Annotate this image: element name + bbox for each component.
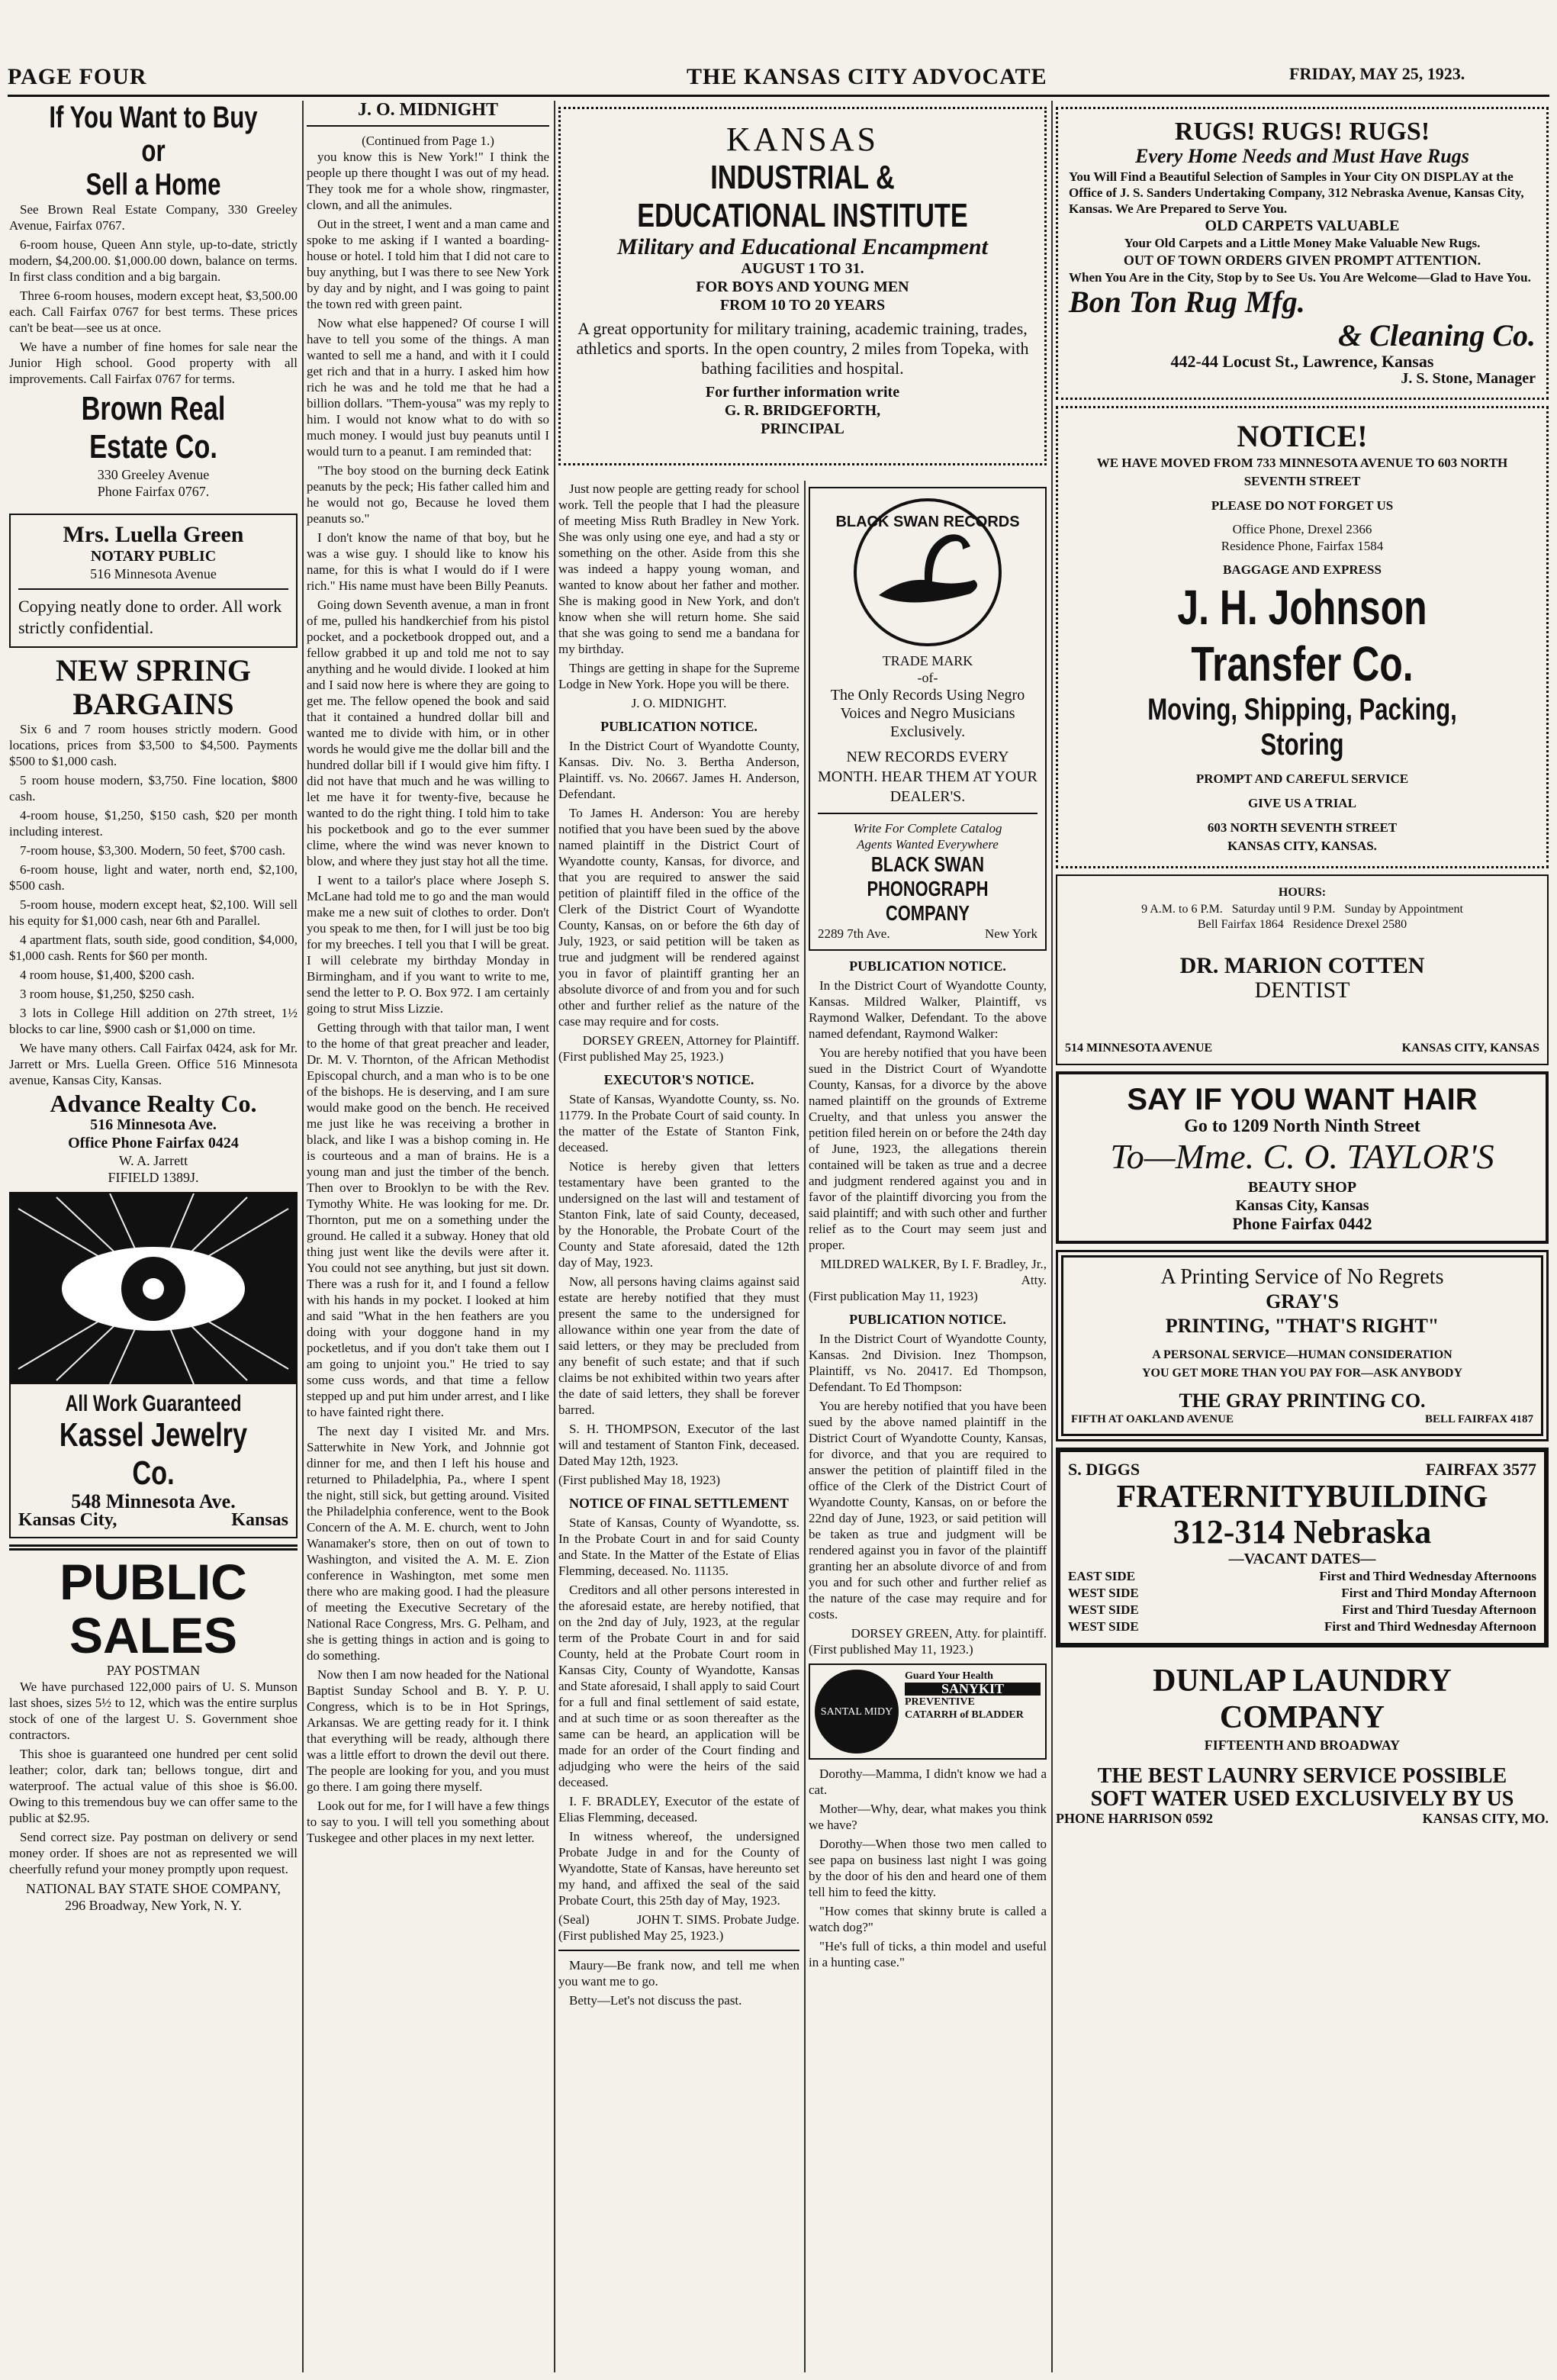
notice-published: (First published May 11, 1923.) bbox=[809, 1642, 973, 1657]
joke-line: Dorothy—Mamma, I didn't know we had a cat. bbox=[809, 1766, 1047, 1797]
rugs-para: Your Old Carpets and a Little Money Make Valuable New Rugs. bbox=[1124, 236, 1481, 250]
hair-shop: BEAUTY SHOP bbox=[1247, 1179, 1357, 1196]
rugs-para: You Will Find a Beautiful Selection of Samples in Your City ON DISPLAY at the Office of J. S. Sanders Undertaking Company, 312 Nebraska Avenue, Kansas City, Kansas. We Are Prepared to Serve You. bbox=[1069, 169, 1524, 216]
catarrh: CATARRH of BLADDER bbox=[905, 1709, 1024, 1721]
swan-city: New York bbox=[985, 926, 1037, 941]
hair-name: To—Mme. C. O. TAYLOR'S bbox=[1110, 1137, 1494, 1176]
frat-when: First and Third Wednesday Afternoon bbox=[1324, 1619, 1536, 1634]
notice-published: (First published May 18, 1923) bbox=[558, 1473, 721, 1487]
column-3 bbox=[558, 481, 799, 2372]
rugs-company-1: Bon Ton Rug Mfg. bbox=[1069, 285, 1305, 319]
notice-heading: PUBLICATION NOTICE. bbox=[849, 958, 1006, 974]
institute-desc: A great opportunity for military training, academic training, trades, athletics and sports. In the open country, 2 miles from Topeka, with bathing facilities and hospital. bbox=[576, 319, 1029, 378]
notice-para: You are hereby notified that you have been sued in the District Court of Wyandotte County, Kansas, for a divorce by the above named plaintiff on the grounds of Extreme Cruelty, and that unless you answer the petition filed herein on or before the 24th day of June, 1923, the allegations therein contained will be taken as true and a decree and judgment rendered against you and in favor of the plaintiff divorcing you from the said plaintiff; and with such other and further relief as to the Court may seem just and proper. bbox=[809, 1045, 1047, 1252]
print-address: FIFTH AT OAKLAND AVENUE bbox=[1071, 1413, 1234, 1425]
kassel-jewelry-ad bbox=[9, 1192, 298, 1538]
kansas: KANSAS bbox=[725, 121, 880, 158]
kassel-address: 548 Minnesota Ave. bbox=[71, 1490, 236, 1512]
swan-desc: The Only Records Using Negro Voices and Negro Musicians Exclusively. bbox=[830, 687, 1025, 740]
swan-label: BLACK SWAN RECORDS bbox=[835, 514, 1020, 530]
column-rule bbox=[554, 101, 555, 2372]
hair-heading: SAY IF YOU WANT HAIR bbox=[1127, 1083, 1478, 1116]
johnson-city: KANSAS CITY, KANSAS. bbox=[1227, 839, 1377, 853]
notice-heading: NOTICE OF FINAL SETTLEMENT bbox=[569, 1496, 789, 1511]
rugs-heading: RUGS! RUGS! RUGS! bbox=[1174, 118, 1430, 146]
spring-para: 4-room house, $1,250, $150 cash, $20 per month including interest. bbox=[9, 808, 298, 839]
dunlap-city: KANSAS CITY, MO. bbox=[1422, 1811, 1549, 1826]
dunlap-best: THE BEST LAUNRY SERVICE POSSIBLE bbox=[1097, 1764, 1507, 1788]
rugs-ad bbox=[1056, 107, 1549, 400]
notary-ad bbox=[9, 514, 298, 648]
advance-phone: Office Phone Fairfax 0424 bbox=[68, 1135, 239, 1151]
frat-phone: FAIRFAX 3577 bbox=[1425, 1460, 1536, 1479]
notice-baggage: BAGGAGE AND EXPRESS bbox=[1223, 562, 1382, 577]
joke-line: Dorothy—When those two men called to see papa on business last night I was going by the door of his den and heard one of them tell him to feed the kitty. bbox=[809, 1837, 1047, 1899]
santal-sanykit-ad bbox=[809, 1663, 1047, 1760]
column-rule bbox=[804, 481, 806, 2372]
spring-para: We have many others. Call Fairfax 0424, ask for Mr. Jarrett or Mrs. Luella Green. Office 516 Minnesota avenue, Kansas City, Kansas. bbox=[9, 1041, 298, 1087]
dentist-name: DR. MARION COTTEN bbox=[1179, 953, 1425, 978]
trademark: TRADE MARK bbox=[882, 653, 973, 668]
column-4 bbox=[809, 481, 1047, 2372]
swan-catalog: Write For Complete Catalog bbox=[853, 821, 1002, 836]
notice-office: Office Phone, Drexel 2366 bbox=[1232, 522, 1372, 536]
dunlap-name-2: COMPANY bbox=[1219, 1700, 1385, 1735]
story-para: Getting through with that tailor man, I went to the home of that great preacher and leader, Dr. M. V. Thornton, of the African Methodist Episcopal church, and a man who is to be one of the bishops. He is deserving, and I am sure would make good on the bench. He received me just like he was receiving a brother in black, and like I was a bishop coming in. He is courteous and a man of brains. He is a young man and just the timber of the bench. Then over to Brooklyn to be with the Rev. Tymothy White. He was looking for me. Dr. Thornton, put me on a something under the ground. He called it a subway. Honey that old thing just went like the devils were after it. You could not see anything, but just sit down. There was a rush for it, and I found a fellow with his hands in my pocket. I looked at him and said "What in the hen feathers are you doing with your doggone hand in my pocketletus, and if you don't take them out I am going to unjoint you." He tried to say some cuss words, and that time a fellow stepped up and put him under arrest, and I like to have fainted right there. bbox=[307, 1020, 549, 1419]
institute-for: FOR BOYS AND YOUNG MEN bbox=[696, 279, 909, 295]
column-2 bbox=[307, 101, 549, 2372]
home-para: 6-room house, Queen Ann style, up-to-date, strictly modern, $4,200.00. $1,000.00 down, balance on terms. In first class condition and a big bargain. bbox=[9, 237, 298, 284]
brown-real-estate-ad bbox=[9, 101, 298, 500]
notice-para: Notice is hereby given that letters testamentary have been granted to the undersigned on the last will and testament of Stanton Fink, late of said County, deceased, by the Honorable, the Probate Court of the County and State aforesaid, dated the 12th day of May, 1923. bbox=[558, 1159, 799, 1270]
green-name: Mrs. Luella Green bbox=[63, 522, 244, 547]
institute-ad-area bbox=[558, 101, 1047, 475]
advance-address: 516 Minnesota Ave. bbox=[90, 1116, 217, 1133]
kassel-city: Kansas City, bbox=[18, 1510, 117, 1530]
story-para: you know this is New York!" I think the people up there thought I was out of my head. They took me for a whole show, ringmaster, clown, and all the animules. bbox=[307, 150, 549, 212]
page-number: PAGE FOUR bbox=[8, 64, 147, 89]
column-rule bbox=[302, 101, 304, 2372]
rugs-manager: J. S. Stone, Manager bbox=[1401, 370, 1536, 387]
dentist-ad bbox=[1056, 874, 1549, 1065]
spring-para: 4 room house, $1,400, $200 cash. bbox=[20, 968, 195, 982]
dunlap-phone: PHONE HARRISON 0592 bbox=[1056, 1811, 1214, 1826]
institute-dates: AUGUST 1 TO 31. bbox=[741, 260, 864, 277]
joke-line: Mother—Why, dear, what makes you think we have? bbox=[809, 1802, 1047, 1832]
kassel-guarantee: All Work Guaranteed bbox=[65, 1391, 242, 1416]
story-para: I don't know the name of that boy, but he was a wise guy. I should like to know his name, for this is what I would do if I were rich." His name must have been Billy Peanuts. bbox=[307, 530, 549, 593]
column-1 bbox=[9, 101, 298, 2372]
spring-bargains-ad bbox=[9, 654, 298, 1186]
story-para: Out in the street, I went and a man came and spoke to me asking if I wanted a boarding-house or hotel. I told him that I did not care to buy anything, but I was there to see New York by day and by night, and I was going to paint the town red with green paint. bbox=[307, 217, 549, 311]
swan-company: BLACK SWAN PHONOGRAPH COMPANY bbox=[867, 852, 989, 925]
rugs-old: OLD CARPETS VALUABLE bbox=[1205, 217, 1400, 234]
johnson-trial: GIVE US A TRIAL bbox=[1248, 796, 1356, 810]
notice-para: To James H. Anderson: You are hereby notified that you have been sued by the above named plaintiff in the District Court of Wyandotte county, Kansas, for divorce, and that you are required to answer the said petition of plaintiff filed in the office of the Clerk of the District Court of Wyandotte County, Kansas, on or before the 6th day of July, 1923, or said petition will be taken as true and judgment will be rendered against you in favor of plaintiff granting her an absolute divorce of and from you and for such other and further relief as the nature of the case may require and for costs. bbox=[558, 806, 799, 1029]
advance-fifield: FIFIELD 1389J. bbox=[108, 1170, 199, 1185]
story-poem: "The boy stood on the burning deck Eatink peanuts by the peck; His father called him and he would not go, Because he loved them peanuts so." bbox=[307, 463, 549, 526]
sanykit: SANYKIT bbox=[905, 1683, 1041, 1696]
print-right: PRINTING, "THAT'S RIGHT" bbox=[1165, 1315, 1440, 1337]
column-rule bbox=[1051, 101, 1053, 2372]
masthead-rule bbox=[8, 95, 1549, 97]
story-para: Now what else happened? Of course I will have to tell you some of the things. A man wanted to sell me a hand, and with it I could get rich and that in a hurry. I asked him how rich he was and he told me that he had a billion dollars. "Them-yousa" was my reply to him. I would not know what to do with so much money. I would just buy peanuts until I would turn to a peanut. I am reminded that: bbox=[307, 316, 549, 459]
home-para: We have a number of fine homes for sale near the Junior High school. Good property with all improvements. Call Fairfax 0767 for terms. bbox=[9, 340, 298, 386]
swan-address: 2289 7th Ave. bbox=[818, 926, 890, 941]
santal-midy: SANTAL MIDY bbox=[815, 1670, 899, 1754]
print-personal: A PERSONAL SERVICE—HUMAN CONSIDERATION bbox=[1152, 1348, 1452, 1361]
notice-para: In the District Court of Wyandotte County, Kansas. 2nd Division. Inez Thompson, Plaintiff, vs No. 20417. Ed Thompson, Defendant. To Ed Thompson: bbox=[809, 1332, 1047, 1394]
notice-para: In witness whereof, the undersigned Probate Judge in and for the County of Wyandotte, State of Kansas, have hereunto set my hand, and affixed the seal of the said Probate Court, this 25th day of May, 1923. bbox=[558, 1829, 799, 1908]
guard-health: Guard Your Health bbox=[905, 1670, 993, 1682]
preventive: PREVENTIVE bbox=[905, 1696, 975, 1708]
frat-side: WEST SIDE bbox=[1068, 1619, 1139, 1634]
joke-line: Betty—Let's not discuss the past. bbox=[569, 1993, 742, 2008]
institute-principal-role: PRINCIPAL bbox=[761, 420, 844, 437]
frat-when: First and Third Tuesday Afternoon bbox=[1342, 1602, 1536, 1617]
notice-published: (First published May 25, 1923.) bbox=[558, 1049, 724, 1064]
notice-para: In the District Court of Wyandotte County, Kansas. Mildred Walker, Plaintiff, vs Raymond Walker, Defendant. To the above named defendant, Raymond Walker: bbox=[809, 978, 1047, 1041]
black-swan-ad bbox=[809, 487, 1047, 951]
notice-banner: NOTICE! bbox=[1237, 419, 1368, 453]
advance-name: Advance Realty Co. bbox=[50, 1090, 257, 1117]
frat-side: WEST SIDE bbox=[1068, 1602, 1139, 1617]
spring-para: 3 room house, $1,250, $250 cash. bbox=[20, 987, 195, 1001]
notice-forget: PLEASE DO NOT FORGET US bbox=[1211, 498, 1394, 513]
joke-line: Maury—Be frank now, and tell me when you want me to go. bbox=[558, 1958, 799, 1989]
print-get: YOU GET MORE THAN YOU PAY FOR—ASK ANYBODY bbox=[1141, 1367, 1463, 1380]
joke-line: "He's full of ticks, a thin model and useful in a hunting case." bbox=[809, 1939, 1047, 1969]
institute-ages: FROM 10 TO 20 YEARS bbox=[719, 297, 886, 314]
home-heading-1: If You Want to Buy or bbox=[49, 101, 258, 168]
story-para: Going down Seventh avenue, a man in front of me, pulled his handkerchief from his pistol pocket, and a pocketbook dropped out, and a fellow grabbed it up and told me not to say anything and he would divide. I looked at him and I said now here is where they are going to get me. The fellow opened the book and said that it contained a hundred dollar bill and wanted me to divide with him, or in other words he would give me the dollar bill and the hundred dollar bill if I would give him fifty. I did not have that much and he was willing to let me have it for twenty-five, because he wanted to do the right thing. I told him to take his pocketbook and go to the ever summer clime, where the wind was never known to blow, and where they just stay hot all the time. bbox=[307, 597, 549, 868]
dentist-address: 514 MINNESOTA AVENUE bbox=[1065, 1042, 1213, 1055]
spring-para: 7-room house, $3,300. Modern, 50 feet, $700 cash. bbox=[20, 843, 285, 858]
masthead bbox=[0, 0, 1557, 99]
notice-heading: PUBLICATION NOTICE. bbox=[600, 719, 758, 734]
hours-phones: Bell Fairfax 1864 Residence Drexel 2580 bbox=[1197, 918, 1407, 931]
sales-company: NATIONAL BAY STATE SHOE COMPANY, bbox=[25, 1881, 281, 1896]
spring-heading-1: NEW SPRING bbox=[56, 653, 251, 688]
rugs-company-2: & Cleaning Co. bbox=[1338, 318, 1536, 353]
rugs-para: When You Are in the City, Stop by to See Us. You Are Welcome—Glad to Have You. bbox=[1069, 270, 1531, 285]
notice-para: State of Kansas, Wyandotte County, ss. No. 11779. In the Probate Court of said county. In the matter of the Estate of Stanton Fink, deceased. bbox=[558, 1092, 799, 1155]
public-heading: PUBLIC bbox=[60, 1554, 247, 1610]
spring-para: 6-room house, light and water, north end, $2,100, $500 cash. bbox=[9, 862, 298, 893]
notice-heading: PUBLICATION NOTICE. bbox=[849, 1312, 1006, 1327]
continued-note: (Continued from Page 1.) bbox=[362, 134, 494, 148]
rugs-out-of-town: OUT OF TOWN ORDERS GIVEN PROMPT ATTENTION. bbox=[1123, 253, 1481, 268]
issue-date: FRIDAY, MAY 25, 1923. bbox=[1289, 64, 1465, 83]
sales-address: 296 Broadway, New York, N. Y. bbox=[65, 1898, 242, 1913]
dunlap-laundry-ad bbox=[1056, 1663, 1549, 1827]
notice-para: State of Kansas, County of Wyandotte, ss. In the Probate Court in and for said County and State. In the Matter of the Estate of Elias Flemming, deceased. No. 11135. bbox=[558, 1515, 799, 1578]
midnight-para: Things are getting in shape for the Supreme Lodge in New York. Hope you will be there. bbox=[558, 661, 799, 691]
frat-vacant: —VACANT DATES— bbox=[1228, 1551, 1376, 1567]
rugs-subheading: Every Home Needs and Must Have Rugs bbox=[1135, 145, 1469, 167]
frat-address: 312-314 Nebraska bbox=[1173, 1513, 1432, 1551]
beauty-shop-ad bbox=[1056, 1071, 1549, 1244]
institute-ad bbox=[558, 107, 1047, 465]
swan-agents: Agents Wanted Everywhere bbox=[857, 837, 999, 852]
dunlap-name-1: DUNLAP LAUNDRY bbox=[1153, 1663, 1452, 1699]
frat-dates bbox=[1068, 1568, 1536, 1635]
hours-text: 9 A.M. to 6 P.M. Saturday until 9 P.M. Sunday by Appointment bbox=[1141, 903, 1463, 916]
spring-para: 3 lots in College Hill addition on 27th street, 1½ blocks to car line, $900 cash or $1,000 on time. bbox=[9, 1006, 298, 1036]
eye-icon bbox=[11, 1193, 296, 1384]
sales-para: We have purchased 122,000 pairs of U. S. Munson last shoes, sizes 5½ to 12, which was the entire surplus stock of one of the largest U. S. Government shoe contractors. bbox=[9, 1680, 298, 1742]
midnight-signature: J. O. MIDNIGHT. bbox=[631, 696, 727, 710]
brown-name: Brown Real Estate Co. bbox=[81, 390, 226, 465]
notice-signature: S. H. THOMPSON, Executor of the last will and testament of Stanton Fink, deceased. Dated May 12th, 1923. bbox=[558, 1422, 799, 1468]
kassel-name: Kassel Jewelry Co. bbox=[59, 1416, 248, 1492]
notice-published: (First publication May 11, 1923) bbox=[809, 1289, 978, 1303]
spring-para: 4 apartment flats, south side, good condition, $4,000, $1,000 cash. Rents for $60 per month. bbox=[9, 932, 298, 963]
notice-judge: JOHN T. SIMS. Probate Judge. bbox=[636, 1912, 799, 1927]
hair-city: Kansas City, Kansas bbox=[1235, 1197, 1369, 1214]
rugs-address: 442-44 Locust St., Lawrence, Kansas bbox=[1170, 352, 1434, 371]
gray-printing-ad bbox=[1056, 1250, 1549, 1441]
fraternity-building-ad bbox=[1056, 1448, 1549, 1647]
paper-title: THE KANSAS CITY ADVOCATE bbox=[687, 64, 1047, 89]
home-see: See Brown Real Estate Company, 330 Greeley Avenue, Fairfax 0767. bbox=[9, 202, 298, 233]
johnson-name: J. H. Johnson Transfer Co. bbox=[1177, 580, 1427, 691]
notice-para: Now, all persons having claims against said estate are hereby notified that they must present the same to the undersigned for allowance within one year from the date of said letters, or they may be precluded from any benefit of such estate; and that if such claims be not exhibited within two years after the date of said letters, they shall be forever barred. bbox=[558, 1274, 799, 1417]
green-text: Copying neatly done to order. All work strictly confidential. bbox=[18, 597, 282, 637]
story-para: Look out for me, for I will have a few things to say to you. I will tell you something about Tuskegee and other places in my next letter. bbox=[307, 1799, 549, 1845]
sales-para: Send correct size. Pay postman on delivery or send money order. If shoes are not as represented we will cheerfully refund your money promptly upon request. bbox=[9, 1830, 298, 1876]
spring-para: 5 room house modern, $3,750. Fine location, $800 cash. bbox=[9, 773, 298, 804]
hair-go: Go to 1209 North Ninth Street bbox=[1184, 1116, 1420, 1136]
story-para: I went to a tailor's place where Joseph S. McLane had told me to go and the man would make me a new suit of clothes to order. Don't you speak to me then, for I will just be too big for my breeches. I tell you that I will be great. I will celebrate my birthday Monday in Birmingham, and if you want to write to me, send the letter to P. O. Box 972. I am certainly going to strut Miss Lizzie. bbox=[307, 873, 549, 1016]
pay-postman: PAY POSTMAN bbox=[106, 1663, 201, 1678]
green-address: 516 Minnesota Avenue bbox=[90, 566, 217, 581]
notice-moved: WE HAVE MOVED FROM 733 MINNESOTA AVENUE TO 603 NORTH SEVENTH STREET bbox=[1096, 456, 1508, 488]
frat-date-row bbox=[1068, 1568, 1536, 1585]
black-swan-logo-icon bbox=[818, 496, 1037, 649]
home-heading-2: Sell a Home bbox=[85, 168, 221, 201]
hair-phone: Phone Fairfax 0442 bbox=[1232, 1214, 1372, 1233]
advance-person: W. A. Jarrett bbox=[118, 1153, 188, 1168]
print-heading: A Printing Service of No Regrets bbox=[1160, 1265, 1444, 1289]
print-company: THE GRAY PRINTING CO. bbox=[1179, 1390, 1426, 1412]
home-para: Three 6-room houses, modern except heat, $3,500.00 each. Call Fairfax 0767 for best terms. These prices can't be beat—see us at once. bbox=[9, 288, 298, 335]
dentist-city: KANSAS CITY, KANSAS bbox=[1401, 1042, 1539, 1055]
sales-para: This shoe is guaranteed one hundred per cent solid leather; color, dark tan; bellows tongue, dirt and waterproof. The actual value of this shoe is $6.00. Owing to this tremendous buy we can offer same to the public at $2.95. bbox=[9, 1747, 298, 1825]
notice-para: Creditors and all other persons interested in the aforesaid estate, are hereby notified, that on the 2nd day of July, 1923, at the regular term of the Probate Court in and for said County, held at the Probate Court room in Kansas City, County of Wyandotte, Kansas and State aforesaid, I shall apply to said Court for a full and final settlement of said estate, and at such time or as soon thereafter as the same can be heard, an application will be made for an order of the Court finding and adjudging who were the heirs of the said deceased. bbox=[558, 1583, 799, 1789]
frat-when: First and Third Monday Afternoon bbox=[1341, 1586, 1536, 1600]
frat-side: WEST SIDE bbox=[1068, 1586, 1139, 1600]
green-title: NOTARY PUBLIC bbox=[90, 548, 217, 565]
midnight-title: J. O. MIDNIGHT bbox=[357, 101, 498, 120]
notice-published: (First published May 25, 1923.) bbox=[558, 1928, 724, 1943]
story-para: The next day I visited Mr. and Mrs. Satterwhite in New York, and Johnnie got dinner for me, and then I left his house and returned to Philadelphia, Pa., where I spent the night, still sick, but getting around. Visited the Philadelphia conference, went to the Book Concern of the A. M. E. church, went to John Wanamaker's store, then on out of town to Washington, and visited the A. M. E. Zion conference in Washington, met some men there who are making good. I had the pleasure of meeting the Executive Secretary of the National Race Congress, Mrs. G. Pelham, and she is getting things in action and is going to do something. bbox=[307, 1424, 549, 1663]
dunlap-address: FIFTEENTH AND BROADWAY bbox=[1204, 1737, 1401, 1753]
notice-signature: DORSEY GREEN, Attorney for Plaintiff. bbox=[582, 1033, 799, 1048]
brown-address: 330 Greeley Avenue bbox=[97, 467, 210, 482]
public-sales-ad bbox=[9, 1544, 298, 1914]
trademark-of: -of- bbox=[917, 670, 938, 685]
midnight-para: Just now people are getting ready for school work. Tell the people that I had the pleasure of meeting Miss Ruth Bradley in New York. She was only using one eye, and had a sty or something on the other. Aside from this she was indeed a happy young woman, and wanted to know about her father and mother. She is making good in New York, and don't know when she will return home. She said that she was going to send me a bandana for my birthday. bbox=[558, 481, 799, 656]
frat-date-row bbox=[1068, 1602, 1536, 1618]
johnson-address: 603 NORTH SEVENTH STREET bbox=[1207, 820, 1398, 835]
spring-heading-2: BARGAINS bbox=[72, 687, 234, 721]
spring-para: 5-room house, modern except heat, $2,100. Will sell his equity for $1,000 cash, near 6th and Parallel. bbox=[9, 897, 298, 928]
encampment: Military and Educational Encampment bbox=[617, 234, 988, 259]
institute-principal-name: G. R. BRIDGEFORTH, bbox=[724, 402, 881, 419]
notice-residence: Residence Phone, Fairfax 1584 bbox=[1221, 539, 1384, 553]
column-5 bbox=[1056, 101, 1549, 2372]
notice-signature: MILDRED WALKER, By I. F. Bradley, Jr., Atty. bbox=[820, 1257, 1047, 1287]
notice-para: In the District Court of Wyandotte County, Kansas. Div. No. 3. Bertha Anderson, Plaintiff. vs. No. 20667. James H. Anderson, Defendant. bbox=[558, 739, 799, 801]
joke-line: "How comes that skinny brute is called a watch dog?" bbox=[809, 1904, 1047, 1934]
eye-illustration bbox=[11, 1193, 296, 1384]
print-grays: GRAY'S bbox=[1266, 1290, 1339, 1312]
notice-signature: DORSEY GREEN, Atty. for plaintiff. bbox=[851, 1626, 1047, 1641]
frat-manager: S. DIGGS bbox=[1068, 1460, 1140, 1479]
notice-heading: EXECUTOR'S NOTICE. bbox=[603, 1072, 754, 1087]
spring-para: Six 6 and 7 room houses strictly modern. Good locations, prices from $3,500 to $4,500. Payments $500 to $1,000 cash. bbox=[9, 722, 298, 768]
frat-when: First and Third Wednesday Afternoons bbox=[1319, 1569, 1536, 1583]
story-para: Now then I am now headed for the National Baptist Sunday School and B. Y. P. U. Congress, which is to be in Hot Springs, Arkansas. We are getting ready for it. I think that everything will be ready, although there was a little effort to drown the devil out there. The people are looking for you, and you must go there. I am going there myself. bbox=[307, 1667, 549, 1794]
frat-side: EAST SIDE bbox=[1068, 1569, 1136, 1583]
frat-date-row bbox=[1068, 1618, 1536, 1635]
sales-heading: SALES bbox=[69, 1607, 238, 1663]
hours-heading: HOURS: bbox=[1278, 886, 1327, 899]
dunlap-soft: SOFT WATER USED EXCLUSIVELY BY US bbox=[1090, 1787, 1514, 1811]
johnson-prompt: PROMPT AND CAREFUL SERVICE bbox=[1195, 771, 1409, 786]
swan-new: NEW RECORDS EVERY MONTH. HEAR THEM AT YOUR DEALER'S. bbox=[818, 749, 1037, 805]
johnson-transfer-ad bbox=[1056, 406, 1549, 868]
dentist-title: DENTIST bbox=[1254, 977, 1350, 1003]
institute-info: For further information write bbox=[705, 384, 900, 401]
johnson-services: Moving, Shipping, Packing, Storing bbox=[1147, 693, 1457, 762]
frat-date-row bbox=[1068, 1585, 1536, 1602]
print-phone: BELL FAIRFAX 4187 bbox=[1425, 1413, 1533, 1425]
notice-para: You are hereby notified that you have been sued by the above named plaintiff in the District Court of Wyandotte County, Kansas, for divorce, and that you are required to answer the petition of plaintiff filed in the office of the Clerk of the District Court of Wyandotte County, Kansas, on or before the 22nd day of June, 1923, or said petition will be taken as true and judgment will be rendered against you in favor of the plaintiff granting her an absolute divorce of and from you and for such other and further relief as the nature of the case may require and for costs. bbox=[809, 1399, 1047, 1622]
notice-signature: I. F. BRADLEY, Executor of the estate of Elias Flemming, deceased. bbox=[558, 1794, 799, 1824]
frat-name: FRATERNITYBUILDING bbox=[1116, 1480, 1488, 1515]
kassel-state: Kansas bbox=[231, 1510, 288, 1530]
institute-name: INDUSTRIAL & EDUCATIONAL INSTITUTE bbox=[637, 159, 968, 234]
notice-seal: (Seal) bbox=[558, 1912, 590, 1927]
brown-phone: Phone Fairfax 0767. bbox=[97, 484, 210, 499]
